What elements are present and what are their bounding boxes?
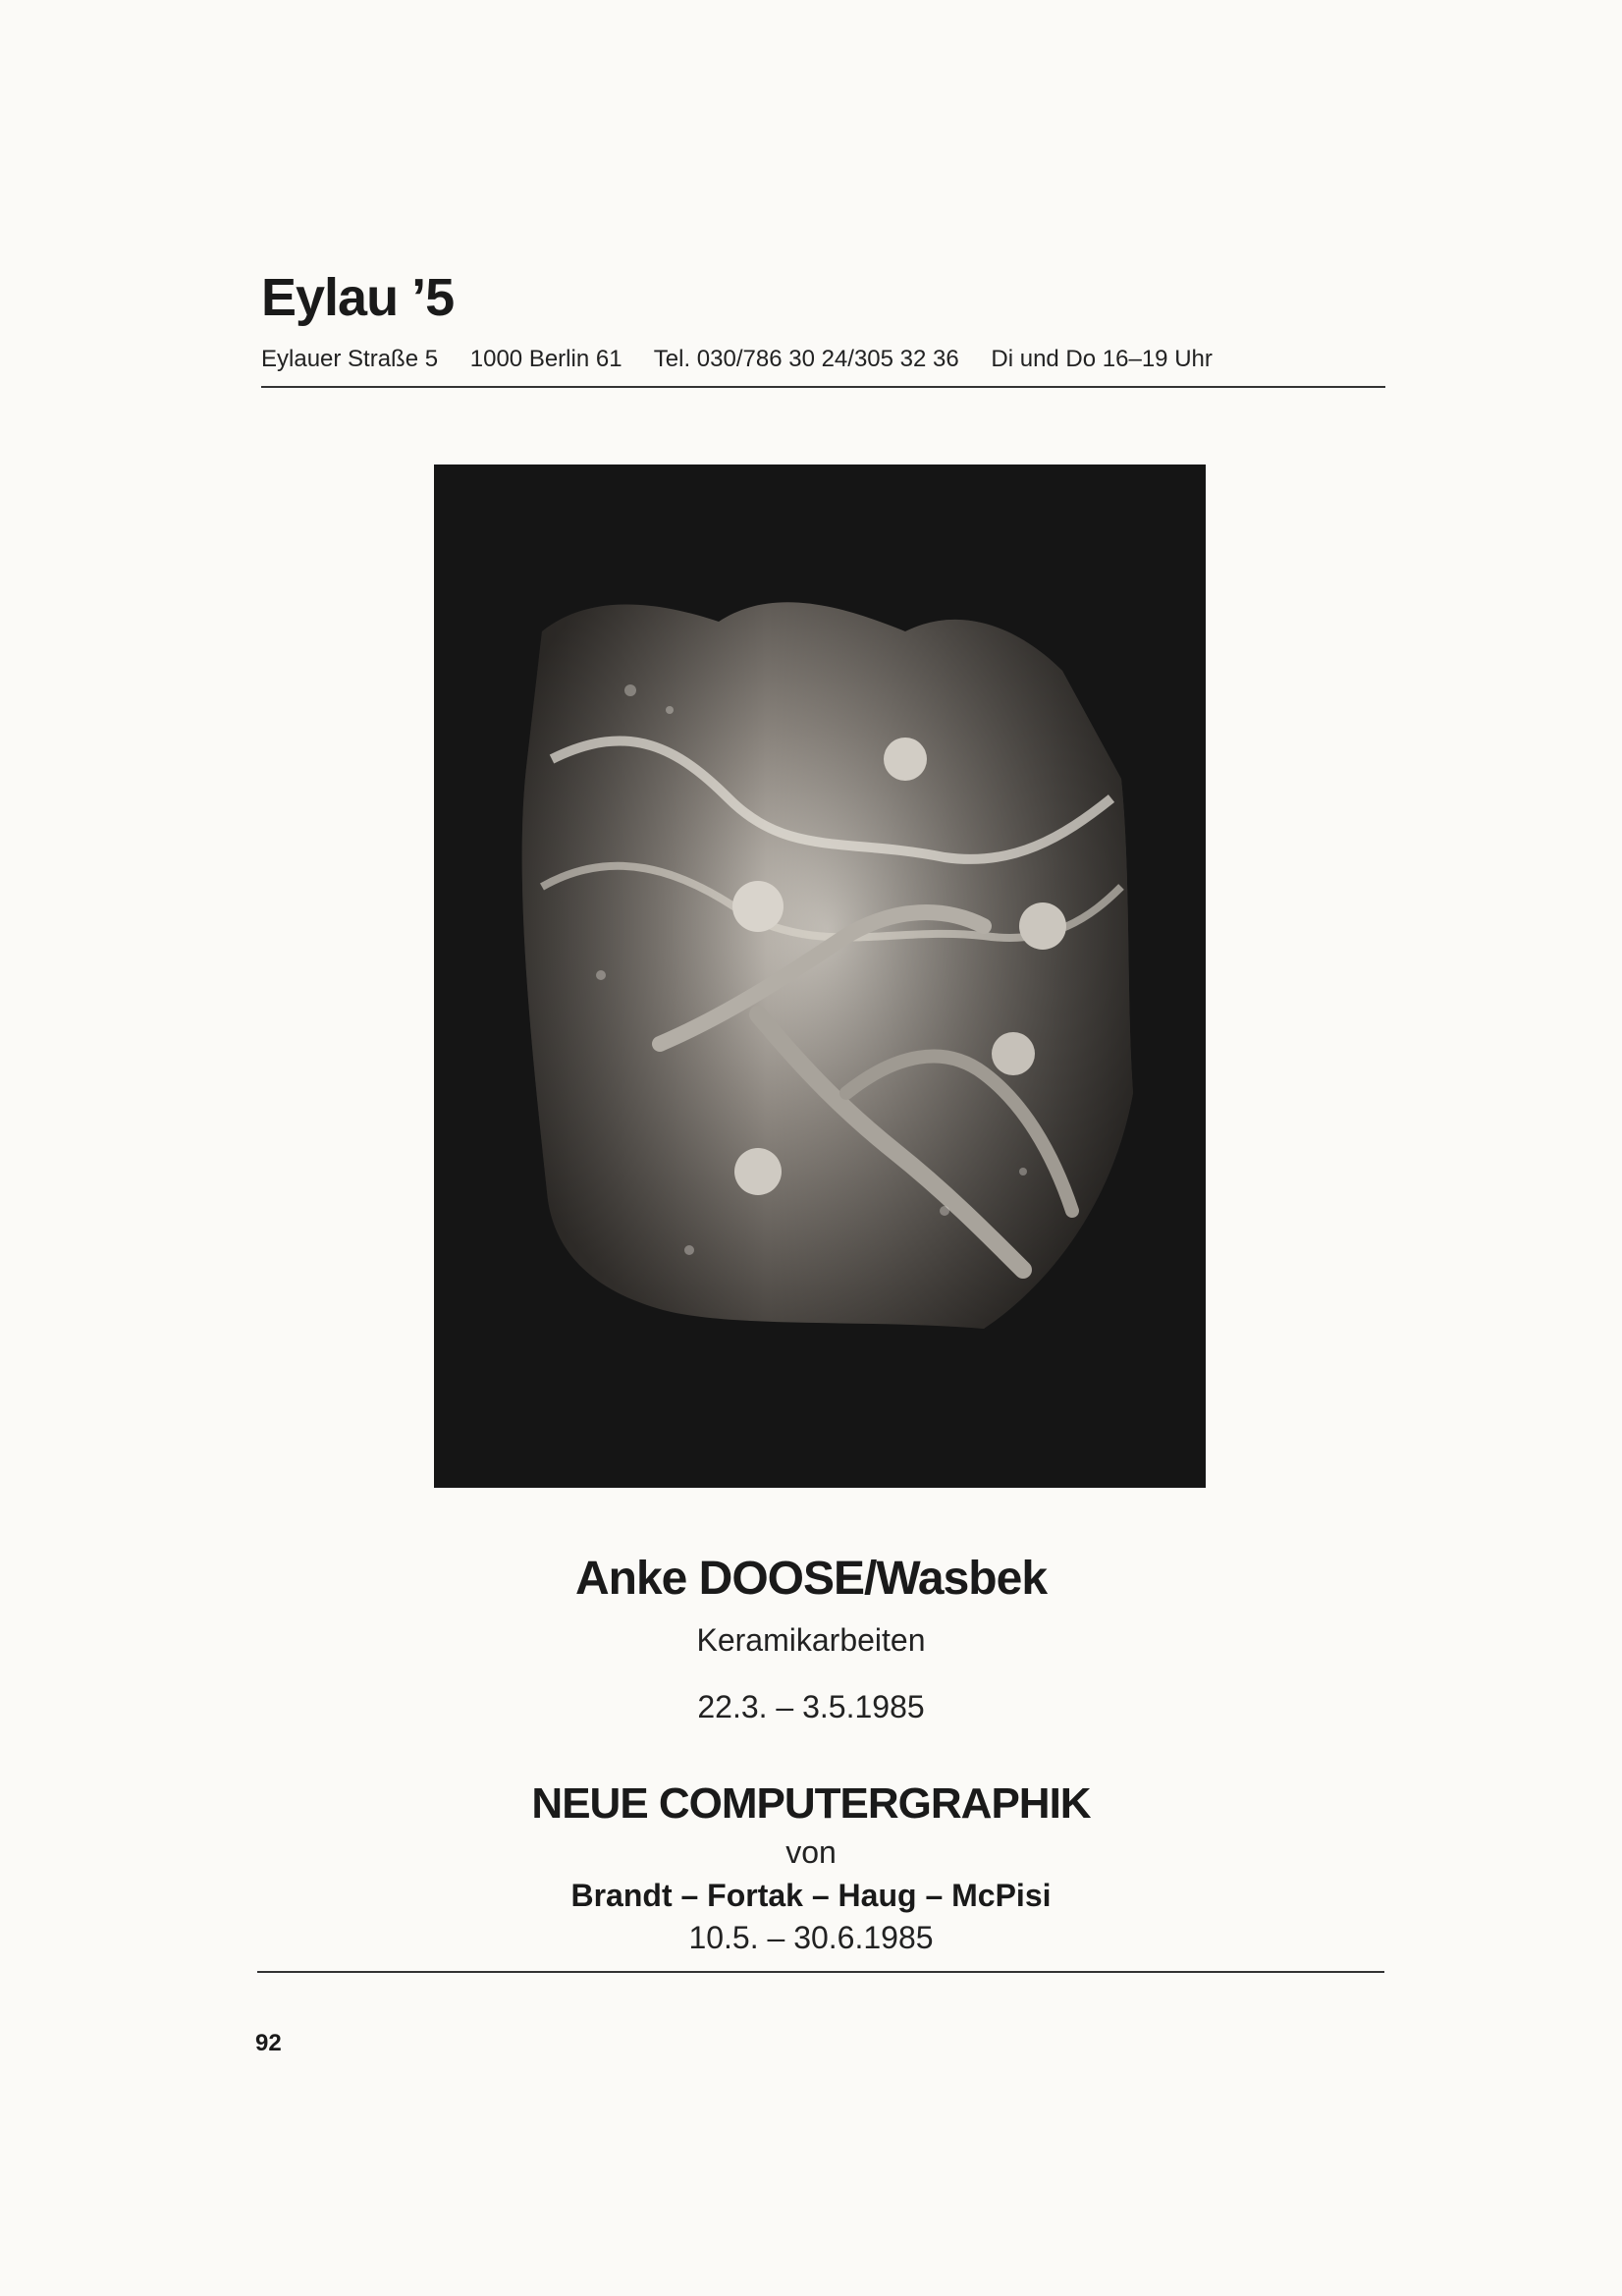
opening-hours: Di und Do 16–19 Uhr	[991, 346, 1213, 372]
gallery-title: Eylau ’5	[261, 268, 455, 327]
ceramic-vessel-photo	[434, 465, 1206, 1488]
exhibition2-artists: Brandt – Fortak – Haug – McPisi	[570, 1878, 1052, 1913]
exhibition-artist: Anke DOOSE/Wasbek	[574, 1553, 1048, 1605]
exhibition2-title: NEUE COMPUTERGRAPHIK	[531, 1779, 1091, 1828]
exhibition-dates: 22.3. – 3.5.1985	[697, 1689, 925, 1724]
city: 1000 Berlin 61	[469, 346, 622, 372]
phone: Tel. 030/786 30 24/305 32 36	[653, 346, 959, 372]
footer-divider	[257, 1971, 1384, 1973]
exhibition-subtitle: Keramikarbeiten	[696, 1622, 926, 1658]
address: Eylauer Straße 5	[261, 346, 439, 372]
header-divider	[261, 386, 1385, 388]
page-number: 92	[255, 2030, 282, 2056]
exhibition2-von: von	[785, 1834, 837, 1870]
exhibition2-dates: 10.5. – 30.6.1985	[688, 1920, 934, 1955]
gallery-info	[261, 346, 1238, 373]
